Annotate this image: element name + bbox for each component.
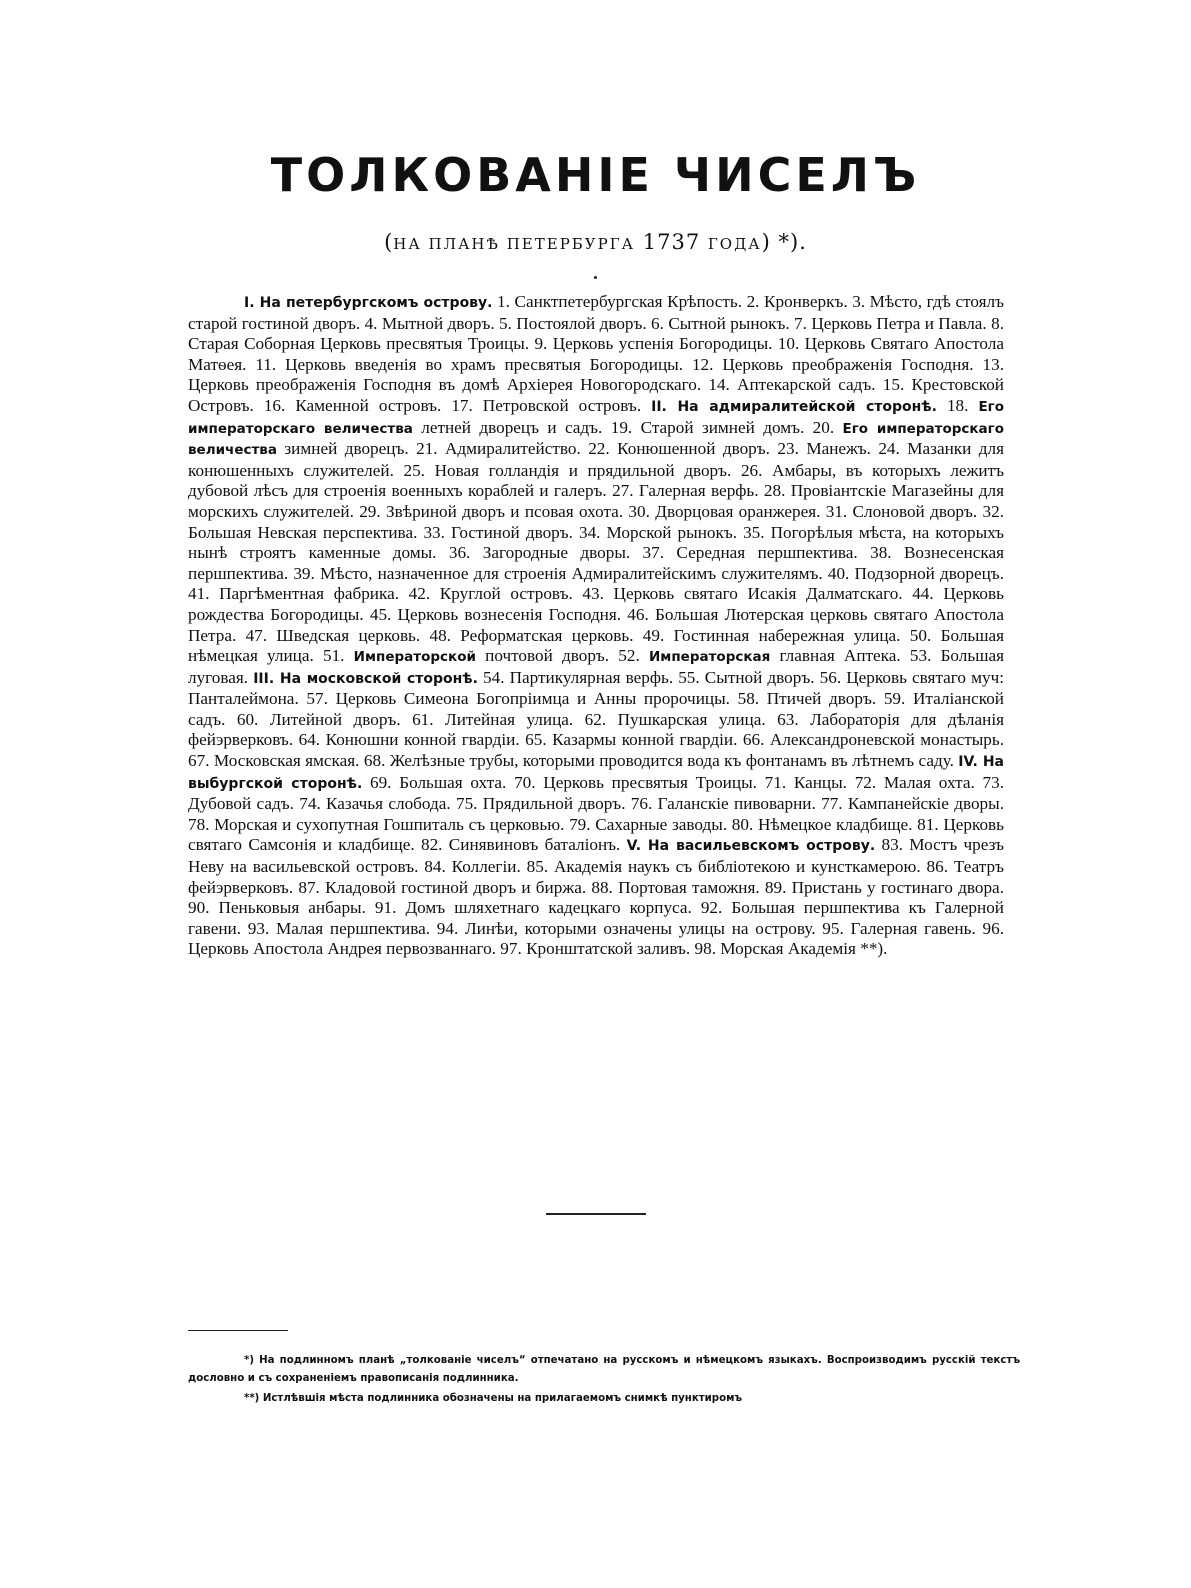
emphasis-2: Его императорскаго величества (188, 420, 1004, 459)
section-text-5: 83. Мостъ чрезъ Неву на васильевской островъ. 84. Коллегіи. 85. Академія наукъ съ библіотекою и кунсткамерою. 86. Театръ фейэрверковъ. 87. Кладовой гостиной дворъ и биржа. 88. Портовая таможня. 89. Пристань у гостинаго двора. 90. Пеньковыя анбары. 91. Домъ шляхетнаго кадецкаго корпуса. 92. Большая першпектива къ Галерной гавени. 93. Малая першпектива. 94. Линѣи, которыми означены улицы на острову. 95. Галерная гавень. 96. Церковь Апостола Андрея первозваннаго. 97. Кронштатской заливъ. 98. Морская Академія **). (188, 835, 1004, 959)
emphasis-4: Императорская (649, 649, 771, 666)
body-paragraph (188, 292, 1004, 960)
subtitle-caps-2: ГОДА (707, 235, 762, 253)
section-heading-5: V. На васильевскомъ острову. (626, 838, 876, 855)
subtitle-close: ) *). (761, 230, 807, 254)
emphasis-3: Императорской (353, 649, 476, 666)
ornament-dot (594, 276, 597, 279)
subtitle-open: ( (384, 230, 394, 254)
section-text-2d: почтовой дворъ. 52. (475, 646, 649, 666)
section-text-3: 54. Партикулярная верфь. 55. Сытной дворъ. 56. Церковь святаго муч: Панталеймона. 57. Церковь Симеона Богопріимца и Анны пророчицы. 58. Птичей дворъ. 59. Италіанской садъ. 60. Литейной дворъ. 61. Литейная улица. 62. Пушкарская улица. 63. Лабораторія для дѣланія фейэрверковъ. 64. Конюшни конной гвардіи. 65. Казармы конной гвардіи. 66. Александроневской монастырь. 67. Московская ямская. 68. Желѣзные трубы, которыми проводится вода къ фонтанамъ въ лѣтнемъ саду. (188, 667, 1005, 771)
section-text-2a: 18. (936, 395, 979, 415)
page-subtitle (0, 230, 1191, 254)
footnote-2: **) Истлѣвшія мѣста подлинника обозначены на прилагаемомъ снимкѣ пунктиромъ (244, 1393, 743, 1404)
section-text-2c: зимней дворецъ. 21. Адмиралитейство. 22. Конюшенной дворъ. 23. Манежъ. 24. Мазанки для конюшенныхъ служителей. 25. Новая голландія и прядильной дворъ. 26. Амбары, въ которыхъ лежитъ дубовой лѣсъ для строенія военныхъ кораблей и галеръ. 27. Галерная верфь. 28. Провіантскіе Магазейны для морскихъ служителей. 29. Звѣриной дворъ и псовая охота. 30. Дворцовая оранжерея. 31. Слоновой дворъ. 32. Большая Невская перспектива. 33. Гостиной дворъ. 34. Морской рынокъ. 35. Погорѣлыя мѣста, на которыхъ нынѣ строятъ каменные домы. 36. Загородные дворы. 37. Середная першпектива. 38. Вознесенская першпектива. 39. Мѣсто, назначенное для строенія Адмиралитейскимъ служителямъ. 40. Подзорной дворецъ. 41. Паргѣментная фабрика. 42. Круглой островъ. 43. Церковь святаго Исакія Далматскаго. 44. Церковь рождества Богородицы. 45. Церковь вознесенія Господня. 46. Большая Лютерская церковь святаго Апостола Петра. 47. Шведская церковь. 48. Реформатская церковь. 49. Гостинная набережная улица. 50. Большая нѣмецкая улица. 51. (188, 439, 1004, 666)
section-text-4: 69. Большая охта. 70. Церковь пресвятыя Троицы. 71. Канцы. 72. Малая охта. 73. Дубовой садъ. 74. Казачья слобода. 75. Прядильной дворъ. 76. Галанскіе пивоварни. 77. Кампанейскіе дворы. 78. Морская и сухопутная Гошпиталь съ церковью. 79. Сахарные заводы. 80. Нѣмецкое кладбище. 81. Церковь святаго Самсонія и кладбище. 82. Синявиновъ баталіонъ. (188, 772, 1004, 855)
footnote-1: *) На подлинномъ планѣ „толкованіе чиселъ“ отпечатано на русскомъ и нѣмецкомъ языкахъ. Воспроизводимъ русскій текстъ дословно и съ сохраненіемъ правописанія подлинника. (188, 1355, 1020, 1384)
section-heading-1: I. На петербургскомъ острову. (244, 295, 493, 311)
section-text-2e: главная Аптека. 53. Большая луговая. (188, 646, 1004, 687)
emphasis-1: Его императорскаго величества (188, 398, 1004, 437)
section-heading-4: IV. На выбургской сторонѣ. (188, 754, 1004, 792)
section-heading-3: III. На московской сторонѣ. (253, 670, 478, 687)
center-divider (546, 1213, 646, 1215)
section-text-1: 1. Санктпетербургская Крѣпость. 2. Кронверкъ. 3. Мѣсто, гдѣ стоялъ старой гостиной дворъ. 4. Мытной дворъ. 5. Постоялой дворъ. 6. Сытной рынокъ. 7. Церковь Петра и Павла. 8. Старая Соборная Церковь пресвятыя Троицы. 9. Церковь успенія Богородицы. 10. Церковь Святаго Апостола Матѳея. 11. Церковь введенія во храмъ пресвятыя Богородицы. 12. Церковь преображенія Господня. 13. Церковь преображенія Господня въ домѣ Архіерея Новогородскаго. 14. Аптекарской садъ. 15. Крестовской Островъ. 16. Каменной островъ. 17. Петровской островъ. (188, 292, 1004, 415)
section-heading-2: II. На адмиралитейской сторонѣ. (651, 398, 937, 415)
subtitle-year: 1737 (642, 230, 701, 254)
subtitle-caps: НА ПЛАНѢ ПЕТЕРБУРГА (393, 235, 636, 253)
section-text-2b: летней дворецъ и садъ. 19. Старой зимней домъ. 20. (412, 417, 843, 437)
page-title: ТОЛКОВАНІЕ ЧИСЕЛЪ (270, 148, 921, 202)
footnote-divider (188, 1330, 288, 1331)
